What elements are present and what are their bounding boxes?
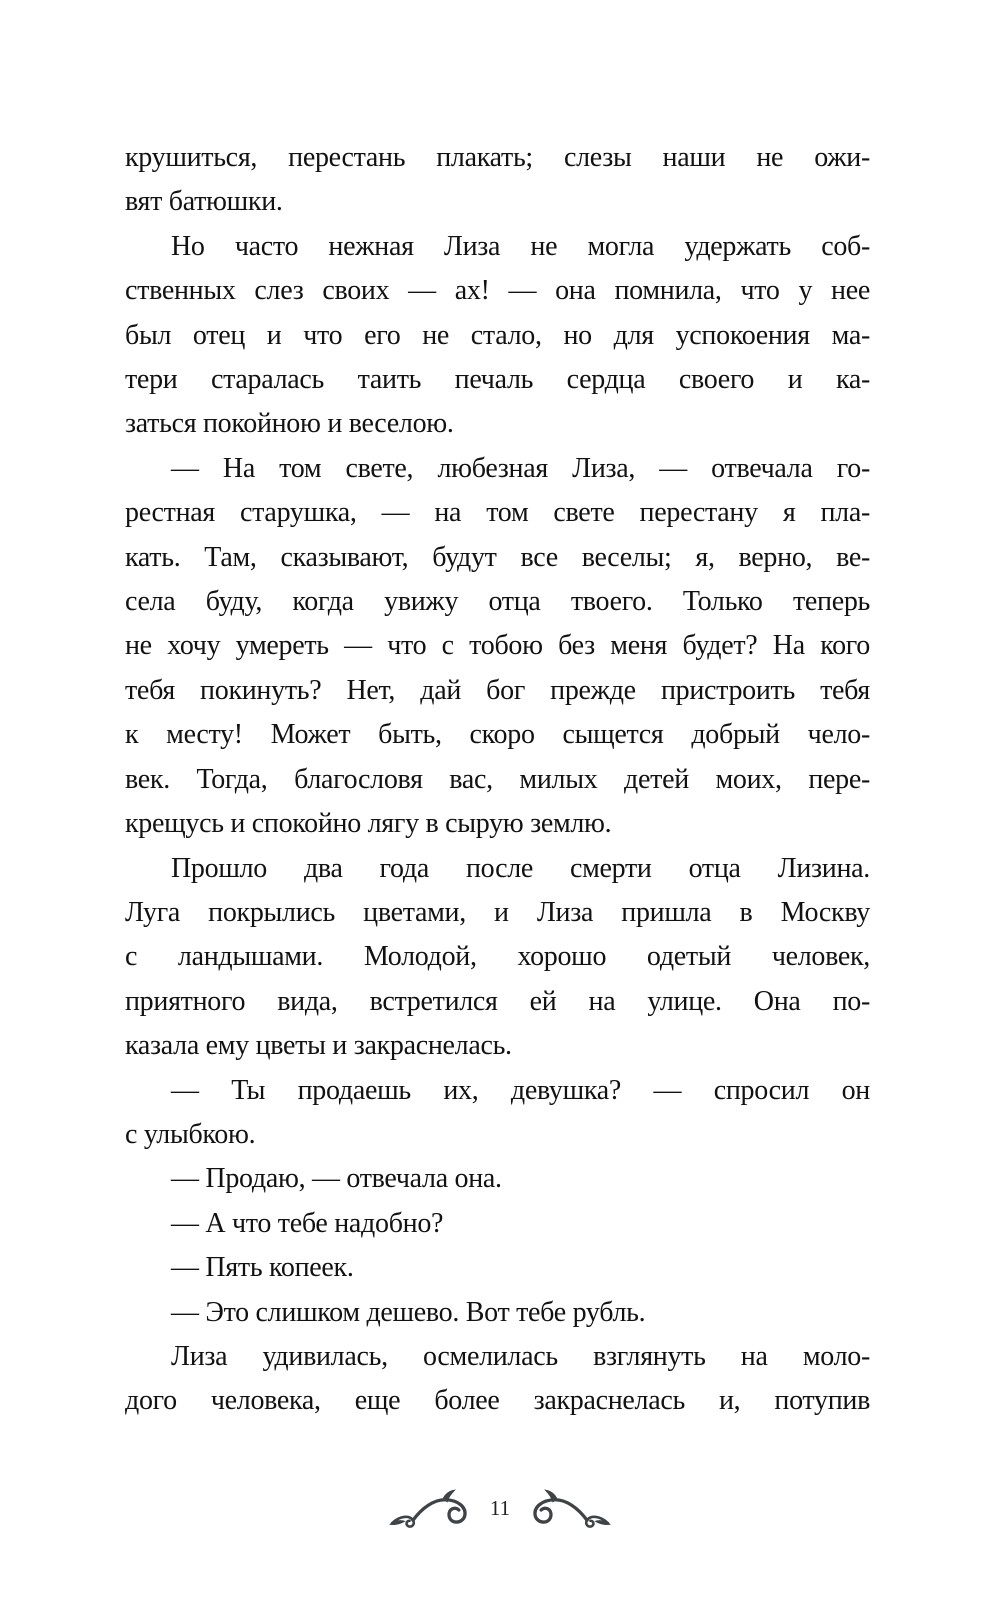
text-line: — Ты продаешь их, девушка? — спросил он — [171, 1074, 870, 1106]
text-line: вят батюшки. — [125, 186, 283, 218]
text-line: Лиза удивилась, осмелилась взглянуть на моло- — [171, 1340, 870, 1372]
footer-flourish-right-icon — [523, 1489, 611, 1530]
text-line: с улыбкою. — [125, 1118, 256, 1150]
text-line: заться покойною и веселою. — [125, 408, 454, 440]
text-line: казала ему цветы и закраснелась. — [125, 1030, 512, 1062]
text-line: был отец и что его не стало, но для успокоения ма- — [125, 319, 870, 351]
text-line: к месту! Может быть, скоро сыщется добрый чело- — [125, 719, 870, 751]
page-number: 11 — [489, 1495, 511, 1520]
text-line: с ландышами. Молодой, хорошо одетый человек, — [125, 941, 870, 973]
text-line: — Это слишком дешево. Вот тебе рубль. — [171, 1296, 646, 1328]
footer-flourish-left-icon — [389, 1489, 477, 1530]
text-line: кать. Там, сказывают, будут все веселы; я, верно, ве- — [125, 541, 870, 573]
text-line: — Пять копеек. — [171, 1252, 354, 1284]
text-line: крушиться, перестань плакать; слезы наши не ожи- — [125, 142, 870, 173]
text-line: дого человека, еще более закраснелась и, потупив — [125, 1385, 870, 1417]
text-line: приятного вида, встретился ей на улице. Она по- — [125, 985, 870, 1017]
text-line: Но часто нежная Лиза не могла удержать соб- — [171, 230, 870, 262]
page-footer — [0, 1487, 1000, 1531]
text-line: — А что тебе надобно? — [171, 1207, 444, 1239]
text-line: век. Тогда, благословя вас, милых детей моих, пере- — [125, 763, 870, 795]
text-line: Луга покрылись цветами, и Лиза пришла в Москву — [125, 896, 870, 928]
text-line: — На том свете, любезная Лиза, — отвечала го- — [171, 452, 870, 484]
text-line: Прошло два года после смерти отца Лизина. — [171, 852, 870, 884]
text-line: ственных слез своих — ах! — она помнила, что у нее — [125, 275, 870, 307]
text-line: крещусь и спокойно лягу в сырую землю. — [125, 808, 612, 840]
page-text — [125, 136, 870, 1424]
text-line: тебя покинуть? Нет, дай бог прежде пристроить тебя — [125, 674, 870, 706]
text-line: села буду, когда увижу отца твоего. Только теперь — [125, 586, 870, 618]
text-line: не хочу умереть — что с тобою без меня будет? На кого — [125, 630, 870, 662]
text-line: тери старалась таить печаль сердца своего и ка- — [125, 364, 870, 396]
text-line: рестная старушка, — на том свете перестану я пла- — [125, 497, 870, 529]
text-line: — Продаю, — отвечала она. — [171, 1163, 502, 1195]
